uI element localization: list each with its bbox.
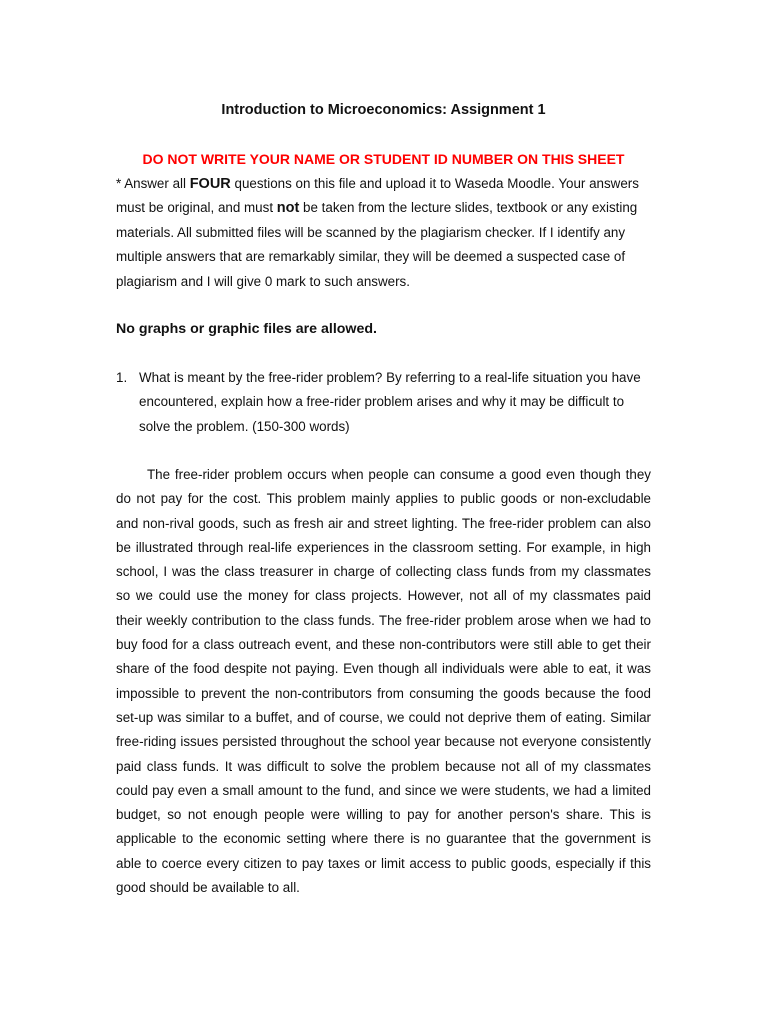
instructions-paragraph	[116, 172, 651, 294]
instructions-text-1: * Answer all	[116, 176, 190, 191]
instructions-text-3: be taken from the lecture slides, textbook or any existing materials. All submitted files will be scanned by the plagiarism checker. If I identify any multiple answers that are remarkably similar, they will be deemed a suspected case of plagiarism and I will give 0 mark to such answers.	[116, 200, 638, 289]
warning-notice: DO NOT WRITE YOUR NAME OR STUDENT ID NUMBER ON THIS SHEET	[142, 151, 625, 167]
instructions-bold-not: not	[276, 200, 300, 217]
instructions-text-2: questions on this file and upload it to Waseda Moodle. Your answers must be original, and must	[116, 176, 639, 216]
question-text: What is meant by the free-rider problem? By referring to a real-life situation you have encountered, explain how a free-rider problem arises and why it may be difficult to solve the problem. (150-300 words)	[139, 370, 641, 434]
document-title: Introduction to Microeconomics: Assignment 1	[221, 102, 546, 118]
instructions-bold-four: FOUR	[189, 176, 231, 192]
no-graphs-notice: No graphs or graphic files are allowed.	[116, 321, 377, 337]
answer-paragraph: The free-rider problem occurs when people can consume a good even though they do not pay for the cost. This problem mainly applies to public goods or non-excludable and non-rival goods, such as fresh air and street lighting. The free-rider problem can also be illustrated through real-life experiences in the classroom setting. For example, in high school, I was the class treasurer in charge of collecting class funds from my classmates so we could use the money for class projects. However, not all of my classmates paid their weekly contribution to the class funds. The free-rider problem arose when we had to buy food for a class outreach event, and these non-contributors were still able to get their share of the food despite not paying. Even though all individuals were able to eat, it was impossible to prevent the non-contributors from consuming the goods because the food set-up was similar to a buffet, and of course, we could not deprive them of eating. Similar free-riding issues persisted throughout the school year because not everyone consistently paid class funds. It was difficult to solve the problem because not all of my classmates could pay even a small amount to the fund, and since we were students, we had a limited budget, so not enough people were willing to pay for another person's share. This is applicable to the economic setting where there is no guarantee that the government is able to coerce every citizen to pay taxes or limit access to public goods, especially if this good should be available to all.	[116, 467, 651, 896]
question-number: 1.	[116, 370, 128, 385]
question-item	[116, 366, 651, 439]
